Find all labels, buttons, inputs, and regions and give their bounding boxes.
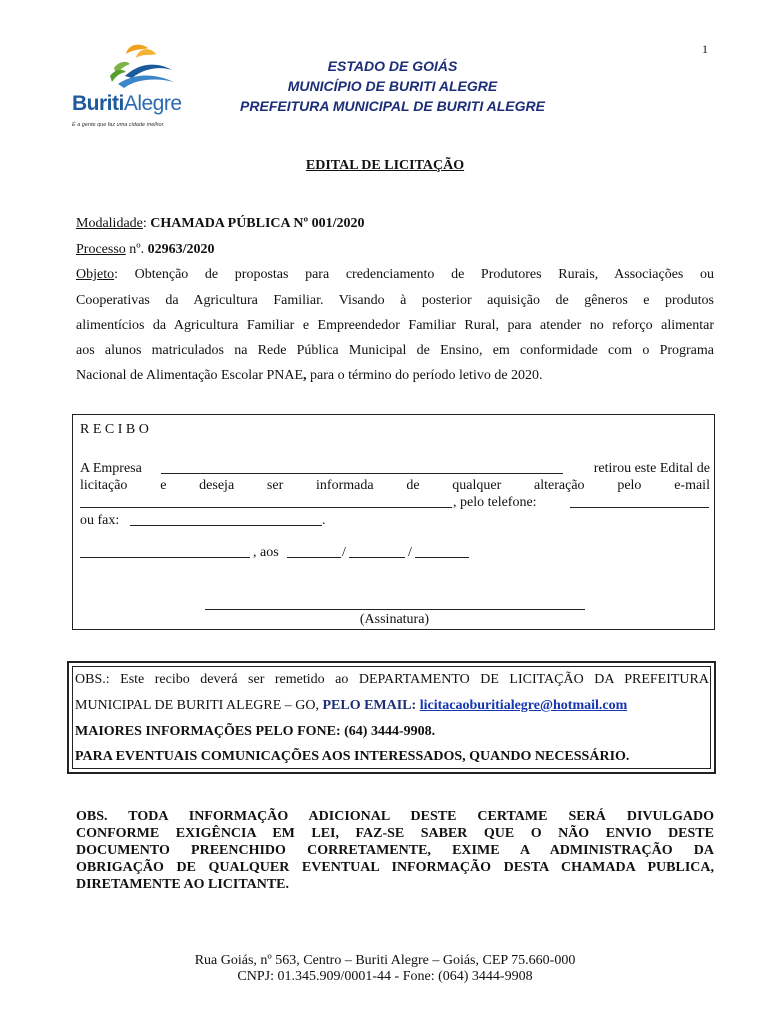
- recibo-telefone-label: , pelo telefone:: [453, 495, 537, 510]
- empresa-blank-field[interactable]: [161, 461, 563, 474]
- objeto-line-2: Cooperativas da Agricultura Familiar. Visando à posterior aquisição de gêneros e produtos: [76, 293, 714, 308]
- header-state: ESTADO DE GOIÁS: [327, 58, 458, 74]
- processo-label: Processo: [76, 242, 126, 257]
- page-number: 1: [702, 42, 708, 56]
- obs-final: [76, 808, 714, 893]
- document-title: EDITAL DE LICITAÇÃO: [305, 158, 465, 173]
- obs-final-line-4: OBRIGAÇÃO DE QUALQUER EVENTUAL INFORMAÇÃO DESTA CHAMADA PUBLICA,: [76, 860, 714, 875]
- dia-blank-field[interactable]: [287, 545, 341, 558]
- assinatura-label: (Assinatura): [359, 612, 430, 627]
- recibo-empresa-label: A Empresa: [80, 461, 142, 476]
- obs-line-1: OBS.: Este recibo deverá ser remetido ao DEPARTAMENTO DE LICITAÇÃO DA PREFEITURA: [75, 672, 709, 687]
- email-link[interactable]: licitacaoburitialegre@hotmail.com: [419, 698, 628, 713]
- mes-blank-field[interactable]: [349, 545, 405, 558]
- logo-wordmark: BuritiAlegre: [72, 92, 182, 115]
- header-prefecture: PREFEITURA MUNICIPAL DE BURITI ALEGRE: [240, 98, 545, 114]
- obs-line-4: PARA EVENTUAIS COMUNICAÇÕES AOS INTERESSADOS, QUANDO NECESSÁRIO.: [75, 749, 630, 764]
- recibo-aos-label: , aos: [253, 545, 279, 560]
- objeto-line-3: alimentícios da Agricultura Familiar e Empreendedor Familiar Rural, para atender no reforço alimentar: [76, 318, 714, 333]
- modalidade-line: Modalidade: CHAMADA PÚBLICA Nº 001/2020: [76, 216, 365, 231]
- recibo-title: R E C I B O: [80, 422, 149, 437]
- cidade-blank-field[interactable]: [80, 545, 250, 558]
- objeto-line-5: Nacional de Alimentação Escolar PNAE, para o término do período letivo de 2020.: [76, 368, 543, 383]
- obs-box: [67, 661, 716, 774]
- obs-line-3: MAIORES INFORMAÇÕES PELO FONE: (64) 3444-9908.: [75, 724, 436, 739]
- modalidade-value: CHAMADA PÚBLICA Nº 001/2020: [150, 216, 365, 231]
- processo-value: 02963/2020: [147, 242, 215, 257]
- recibo-retirou-text: retirou este Edital de: [593, 461, 710, 476]
- telefone-blank-field[interactable]: [570, 495, 709, 508]
- email-blank-field[interactable]: [80, 495, 452, 508]
- header-municipality: MUNICÍPIO DE BURITI ALEGRE: [287, 78, 498, 94]
- objeto-line-4: aos alunos matriculados na Rede Pública Municipal de Ensino, em conformidade com o Programa: [76, 343, 714, 358]
- assinatura-line[interactable]: [205, 597, 585, 610]
- obs-line-2: MUNICIPAL DE BURITI ALEGRE – GO, PELO EMAIL: licitacaoburitialegre@hotmail.com: [75, 698, 628, 713]
- logo-tagline: É a gente que faz uma cidade melhor.: [72, 122, 165, 128]
- ano-blank-field[interactable]: [415, 545, 469, 558]
- recibo-line-2: licitação e deseja ser informada de qualquer alteração pelo e-mail: [80, 478, 710, 493]
- buriti-alegre-logo: [70, 40, 195, 140]
- obs-final-line-1: OBS. TODA INFORMAÇÃO ADICIONAL DESTE CERTAME SERÁ DIVULGADO: [76, 809, 714, 824]
- recibo-fax-label: ou fax:: [80, 513, 120, 528]
- processo-line: Processo nº. 02963/2020: [76, 242, 215, 257]
- footer-cnpj: CNPJ: 01.345.909/0001-44 - Fone: (064) 3444-9908: [237, 969, 533, 984]
- obs-final-line-2: CONFORME EXIGÊNCIA EM LEI, FAZ-SE SABER QUE O NÃO ENVIO DESTE: [76, 826, 714, 841]
- objeto-label: Objeto: [76, 267, 115, 282]
- logo-emblem-icon: [70, 40, 195, 95]
- modalidade-label: Modalidade: [76, 216, 143, 231]
- objeto-line-1: Objeto: Obtenção de propostas para credenciamento de Produtores Rurais, Associações ou: [76, 267, 714, 282]
- email-label: PELO EMAIL:: [322, 698, 417, 713]
- recibo-box: R E C I B O A Empresa retirou este Edital de licitação e deseja ser informada de qualquer alteração pelo e-mail , pelo telefone: ou fax: . , aos / / (Assinatura): [72, 414, 715, 630]
- obs-final-line-5: DIRETAMENTE AO LICITANTE.: [76, 877, 290, 892]
- fax-blank-field[interactable]: [130, 513, 322, 526]
- footer-address: Rua Goiás, nº 563, Centro – Buriti Alegre – Goiás, CEP 75.660-000: [194, 953, 576, 968]
- obs-final-line-3: DOCUMENTO PREENCHIDO CORRETAMENTE, EXIME A ADMINISTRAÇÃO DA: [76, 843, 714, 858]
